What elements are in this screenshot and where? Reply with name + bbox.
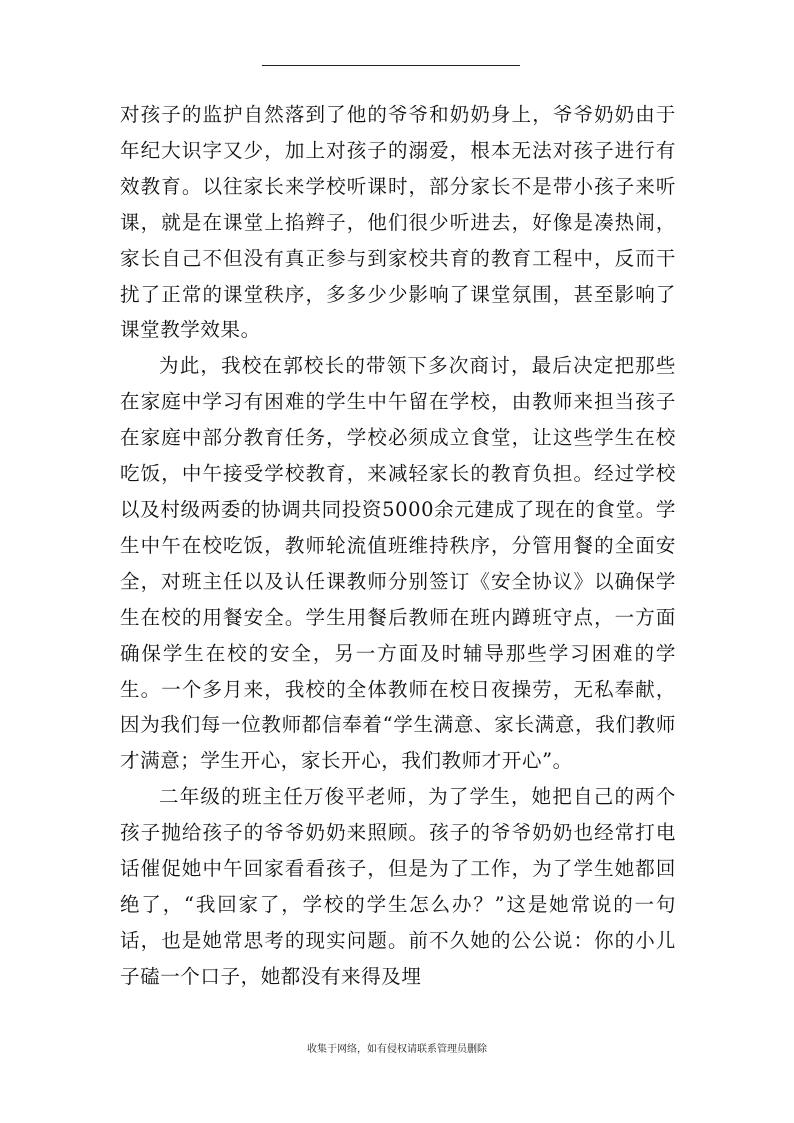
header-rule [262, 65, 520, 66]
paragraph-2: 为此，我校在郭校长的带领下多次商讨，最后决定把那些在家庭中学习有困难的学生中午留在学校，由教师来担当孩子在家庭中部分教育任务，学校必须成立食堂，让这些学生在校吃饭，中午接受学校教育，来减轻家长的教育负担。经过学校以及村级两委的协调共同投资5000余元建成了现在的食堂。学生中午在校吃饭，教师轮流值班维持秩序，分管用餐的全面安全，对班主任以及认任课教师分别签订《安全协议》以确保学生在校的用餐安全。学生用餐后教师在班内蹲班守点，一方面确保学生在校的安全，另一方面及时辅导那些学习困难的学生。一个多月来，我校的全体教师在校日夜操劳，无私奉献，因为我们每一位教师都信奉着“学生满意、家长满意，我们教师才满意；学生开心，家长开心，我们教师才开心”。 [120, 354, 676, 773]
footer-note: 收集于网络，如有侵权请联系管理员删除 [307, 1044, 487, 1055]
paragraph-1: 对孩子的监护自然落到了他的爷爷和奶奶身上，爷爷奶奶由于年纪大识字又少，加上对孩子的溺爱，根本无法对孩子进行有效教育。以往家长来学校听课时，部分家长不是带小孩子来听课，就是在课堂上掐辫子，他们很少听进去，好像是凑热闹，家长自己不但没有真正参与到家校共育的教育工程中，反而干扰了正常的课堂秩序，多多少少影响了课堂氛围，甚至影响了课堂教学效果。 [120, 103, 676, 342]
paragraph-3: 二年级的班主任万俊平老师，为了学生，她把自己的两个孩子抛给孩子的爷爷奶奶来照顾。孩子的爷爷奶奶也经常打电话催促她中午回家看看孩子，但是为了工作，为了学生她都回绝了，“我回家了，学校的学生怎么办？”这是她常说的一句话，也是她常思考的现实问题。前不久她的公公说：你的小儿子磕一个口子，她都没有来得及埋 [120, 785, 676, 988]
document-body [120, 97, 676, 995]
